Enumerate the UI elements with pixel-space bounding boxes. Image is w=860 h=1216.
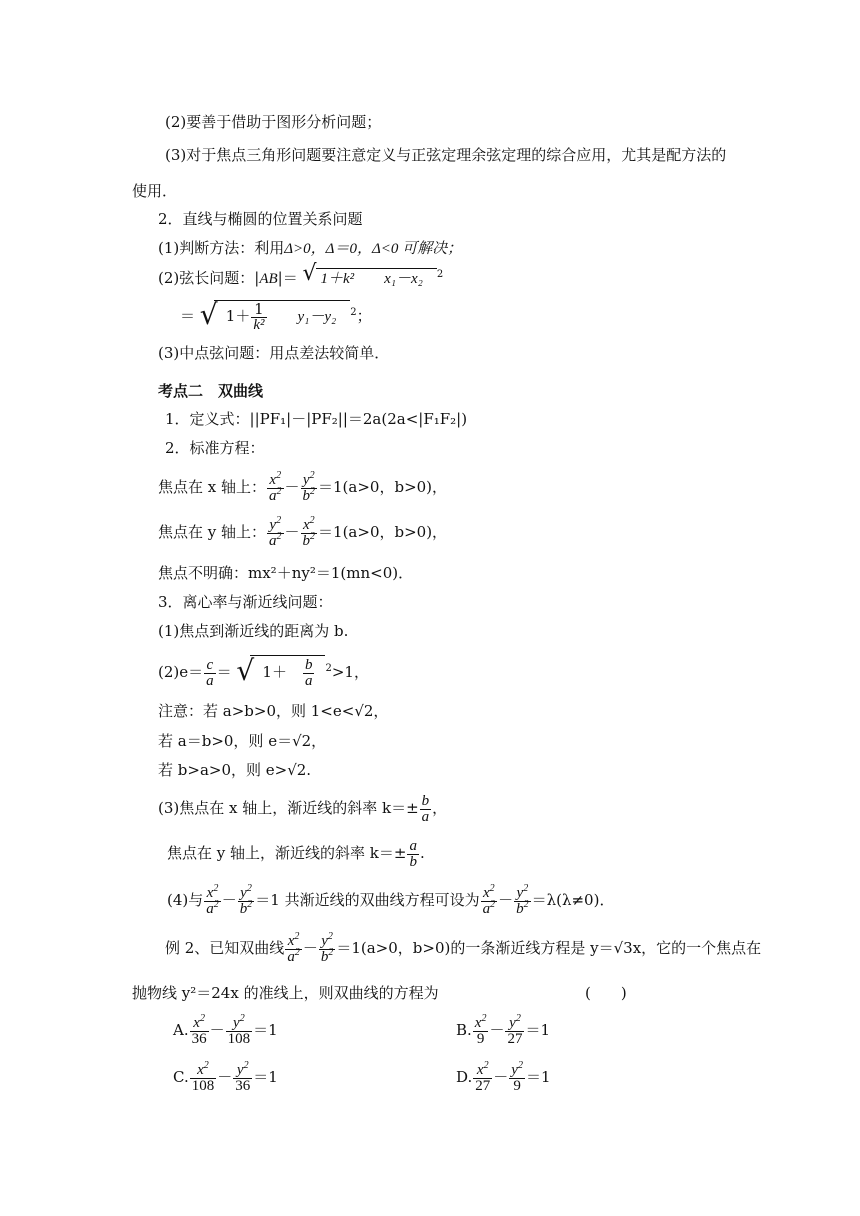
text-line: 焦点不明确：mx²＋ny²＝1(mn<0)．: [158, 564, 414, 582]
sqrt-expression: [302, 261, 436, 289]
example-line-1: 例 2、已知双曲线 $\frac{x^2}{a^2}$ － $\frac{y^2}{b^2}$ ＝1(a>0，b>0)的一条渐近线方程是 y＝√3x，它的一个焦点在: [165, 930, 762, 965]
fraction: $\frac{y^2}{36}$: [235, 1059, 251, 1094]
fraction: $\frac{b}{a}$: [304, 656, 313, 689]
radical-icon: √: [302, 261, 317, 286]
text: ＝: [216, 663, 232, 681]
text: ＝1(a>0，b>0)，: [318, 523, 448, 541]
slope-y-line: [167, 838, 425, 870]
text: ＝1: [525, 1021, 551, 1039]
numerator: 1: [251, 302, 266, 318]
fraction: $\frac{x^2}{36}$: [191, 1012, 207, 1047]
text-line: 3．离心率与渐近线问题：: [158, 593, 333, 611]
fraction: $\frac{a}{b}$: [409, 837, 417, 870]
text: ＝1: [525, 1068, 551, 1086]
fraction: $\frac{x^2}{a^2}$: [206, 882, 219, 917]
text: (2)e＝: [158, 663, 204, 681]
option-label: D.: [456, 1068, 473, 1086]
text-line: 若 b>a>0，则 e>√2.: [158, 761, 312, 779]
text: ；: [356, 307, 372, 325]
fraction: $\frac{y^2}{b^2}$: [302, 469, 316, 504]
text: >1，: [331, 663, 369, 681]
text: (4)与: [167, 891, 204, 909]
text: 焦点在 y 轴上：: [158, 523, 267, 541]
text-line: 2．标准方程：: [165, 439, 265, 457]
fraction: [251, 299, 266, 333]
text-line: (3)中点弦问题：用点差法较简单．: [158, 344, 390, 362]
radical-icon: √: [199, 298, 218, 331]
text: ，: [432, 799, 448, 817]
text: ＝1 共渐近线的双曲线方程可设为: [255, 891, 480, 909]
text: ＝1(a>0，b>0)，: [318, 478, 448, 496]
eccentricity-formula: (2)e＝ $\frac{c}{a}$ ＝ √ 1＋ $\frac{b}{a}$ $^2$>1，: [158, 654, 369, 689]
text: 1＋: [225, 307, 251, 325]
fraction: $\frac{x^2}{9}$: [474, 1012, 487, 1047]
fraction: $\frac{x^2}{b^2}$: [302, 514, 316, 549]
fraction: $\frac{x^2}{27}$: [475, 1059, 491, 1094]
text: (3)焦点在 x 轴上，渐近线的斜率 k＝±: [158, 799, 419, 817]
radicand: 1＋k² x₁－x₂: [316, 268, 436, 289]
fraction: $\frac{x^2}{a^2}$: [269, 469, 282, 504]
text-line: 1．定义式：||PF₁|－|PF₂||＝2a(2a<|F₁F₂|): [165, 410, 468, 428]
fraction: $\frac{x^2}{a^2}$: [287, 930, 300, 965]
text: .: [419, 844, 425, 862]
text: AB: [259, 271, 278, 287]
option-label: A.: [173, 1021, 189, 1039]
text: |＝: [277, 269, 298, 287]
equation-x: 焦点在 x 轴上： $\frac{x^2}{a^2}$ － $\frac{y^2}{b^2}$ ＝1(a>0，b>0)，: [158, 469, 448, 504]
option-label: C.: [173, 1068, 189, 1086]
exponent: 2: [436, 269, 444, 280]
chord-length-line: [158, 261, 444, 289]
denominator: k²: [253, 316, 265, 333]
fraction: $\frac{x^2}{a^2}$: [482, 882, 496, 917]
fraction: $\frac{y^2}{b^2}$: [516, 882, 529, 917]
option-a[interactable]: A. $\frac{x^2}{36}$ － $\frac{y^2}{108}$ ＝1: [173, 1012, 278, 1047]
radical-icon: √: [236, 654, 255, 687]
text: ＝1: [253, 1021, 278, 1039]
fraction: $\frac{y^2}{a^2}$: [269, 514, 282, 549]
fraction: $\frac{x^2}{108}$: [191, 1059, 215, 1094]
text-line: (2)要善于借助于图形分析问题；: [165, 113, 382, 131]
fraction: $\frac{y^2}{9}$: [511, 1059, 523, 1094]
sqrt-expression: [236, 655, 325, 689]
fraction: $\frac{y^2}{27}$: [507, 1012, 523, 1047]
text-line: 若 a＝b>0，则 e＝√2，: [158, 732, 327, 750]
text: ＝1(a>0，b>0)的一条渐近线方程是 y＝√3x，它的一个焦点在: [336, 939, 762, 957]
option-label: B.: [456, 1021, 472, 1039]
text: ＝1: [253, 1068, 278, 1086]
text-line: (1)焦点到渐近线的距离为 b.: [158, 622, 349, 640]
text: 焦点在 y 轴上，渐近线的斜率 k＝±: [167, 844, 407, 862]
section-heading: 考点二 双曲线: [158, 382, 264, 400]
text: (1)判断方法：利用: [158, 239, 285, 257]
sqrt-expression: [200, 300, 350, 333]
text: Δ>0，Δ＝0，Δ<0 可解决；: [284, 241, 463, 257]
text: 1＋: [262, 663, 287, 681]
text: 例 2、已知双曲线: [165, 939, 285, 957]
answer-paren: ( ): [585, 984, 627, 1002]
radicand: [214, 300, 350, 333]
text-line: [158, 238, 462, 259]
text-line: 注意：若 a>b>0，则 1<e<√2，: [158, 702, 389, 720]
text: 焦点在 x 轴上：: [158, 478, 266, 496]
text-line: (3)对于焦点三角形问题要注意定义与正弦定理余弦定理的综合应用，尤其是配方法的: [165, 146, 727, 164]
fraction: $\frac{y^2}{b^2}$: [239, 882, 253, 917]
fraction: $\frac{b}{a}$: [421, 792, 430, 825]
option-d[interactable]: D. $\frac{x^2}{27}$ － $\frac{y^2}{9}$ ＝1: [456, 1059, 551, 1094]
example-line-2: 抛物线 y²＝24x 的准线上，则双曲线的方程为: [132, 984, 439, 1002]
fraction: $\frac{c}{a}$: [206, 656, 214, 689]
text: y₁－y₂: [297, 309, 337, 325]
text: ＝: [180, 307, 196, 325]
asymptote-family-line: (4)与 $\frac{x^2}{a^2}$ － $\frac{y^2}{b^2}$ ＝1 共渐近线的双曲线方程可设为 $\frac{x^2}{a^2}$ － $\frac{y^2}{b^2}$ ＝λ(λ≠0)．: [167, 882, 615, 917]
text-line: 使用．: [132, 182, 178, 200]
text-line: 2．直线与椭圆的位置关系问题: [158, 210, 363, 228]
exponent: 2: [350, 307, 357, 318]
text: (2)弦长问题：|: [158, 269, 260, 287]
fraction: $\frac{y^2}{b^2}$: [320, 930, 334, 965]
slope-x-line: [158, 793, 447, 825]
equation-y: 焦点在 y 轴上： $\frac{y^2}{a^2}$ － $\frac{x^2}{b^2}$ ＝1(a>0，b>0)，: [158, 514, 448, 549]
fraction: $\frac{y^2}{108}$: [227, 1012, 251, 1047]
radicand: [250, 655, 325, 689]
text: ＝λ(λ≠0)．: [531, 891, 615, 909]
option-b[interactable]: B. $\frac{x^2}{9}$ － $\frac{y^2}{27}$ ＝1: [456, 1012, 551, 1047]
option-c[interactable]: C. $\frac{x^2}{108}$ － $\frac{y^2}{36}$ ＝1: [173, 1059, 278, 1094]
chord-length-line-2: [180, 300, 372, 333]
